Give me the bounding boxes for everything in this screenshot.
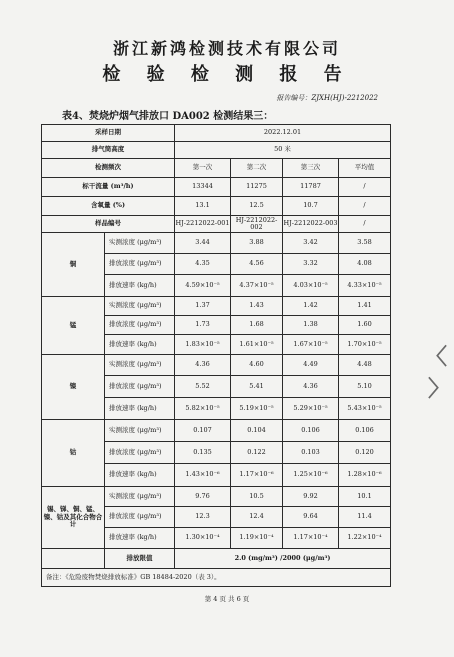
value-cell: 5.29×10⁻⁵ (283, 398, 339, 420)
value-cell: 0.106 (283, 420, 339, 442)
value-cell: 4.36 (283, 376, 339, 398)
frequency-avg: 平均值 (339, 159, 391, 178)
value-cell: 5.41 (231, 376, 283, 398)
stack-height-label: 排气筒高度 (42, 142, 175, 159)
sample-no-label: 样品编号 (42, 216, 175, 233)
param-label: 排放浓度 (μg/m³) (105, 442, 175, 464)
oxygen-label: 含氧量 (%) (42, 197, 175, 216)
value-cell: 9.92 (283, 487, 339, 507)
value-cell: 4.37×10⁻⁵ (231, 275, 283, 297)
value-cell: 5.10 (339, 376, 391, 398)
param-label: 排放速率 (kg/h) (105, 464, 175, 487)
report-title: 检 验 检 测 报 告 (102, 64, 352, 85)
sampling-date-value: 2022.12.01 (175, 125, 391, 142)
sample-no-1: HJ-2212022-001 (175, 216, 231, 233)
stack-height-value: 50 米 (175, 142, 391, 159)
oxygen-1: 13.1 (175, 197, 231, 216)
param-label: 排放速率 (kg/h) (105, 398, 175, 420)
table-note: 备注：《危险废物焚烧排放标准》GB 18484-2020（表 3）。 (42, 569, 391, 587)
row-sample-no (42, 216, 391, 233)
frequency-2: 第二次 (231, 159, 283, 178)
value-cell: 4.49 (283, 355, 339, 376)
row-flow (42, 178, 391, 197)
sampling-date-label: 采样日期 (42, 125, 175, 142)
value-cell: 1.61×10⁻⁵ (231, 335, 283, 355)
value-cell: 10.1 (339, 487, 391, 507)
sample-no-3: HJ-2212022-003 (283, 216, 339, 233)
value-cell: 5.82×10⁻⁵ (175, 398, 231, 420)
param-label: 排放速率 (kg/h) (105, 335, 175, 355)
param-label: 排放浓度 (μg/m³) (105, 316, 175, 335)
param-label: 实测浓度 (μg/m³) (105, 420, 175, 442)
param-label: 排放浓度 (μg/m³) (105, 254, 175, 275)
value-cell: 1.42 (283, 297, 339, 316)
value-cell: 4.03×10⁻⁵ (283, 275, 339, 297)
flow-1: 13344 (175, 178, 231, 197)
flow-3: 11787 (283, 178, 339, 197)
value-cell: 4.59×10⁻⁵ (175, 275, 231, 297)
param-label: 实测浓度 (μg/m³) (105, 487, 175, 507)
param-label: 排放速率 (kg/h) (105, 275, 175, 297)
value-cell: 1.28×10⁻⁶ (339, 464, 391, 487)
table-caption: 表4、焚烧炉烟气排放口 DA002 检测结果三： (62, 111, 274, 122)
flow-2: 11275 (231, 178, 283, 197)
report-number: 报告编号：ZJXH(HJ)-2212022 (276, 94, 378, 102)
table-row (42, 487, 391, 507)
value-cell: 1.22×10⁻⁴ (339, 528, 391, 549)
value-cell: 1.25×10⁻⁶ (283, 464, 339, 487)
value-cell: 5.19×10⁻⁵ (231, 398, 283, 420)
value-cell: 4.36 (175, 355, 231, 376)
param-label: 实测浓度 (μg/m³) (105, 355, 175, 376)
value-cell: 3.32 (283, 254, 339, 275)
company-name: 浙江新鸿检测技术有限公司 (112, 39, 341, 58)
flow-label: 标干流量 (m³/h) (42, 178, 175, 197)
sample-no-avg: / (339, 216, 391, 233)
value-cell: 1.17×10⁻⁶ (231, 464, 283, 487)
table-row (42, 420, 391, 442)
sample-no-2: HJ-2212022-002 (231, 216, 283, 233)
limit-value: 2.0 (mg/m³) /2000 (μg/m³) (175, 549, 391, 569)
row-limit (42, 549, 391, 569)
value-cell: 5.43×10⁻⁵ (339, 398, 391, 420)
value-cell: 3.44 (175, 233, 231, 254)
row-oxygen (42, 197, 391, 216)
metal-name-total: 锡、锑、铜、锰、镍、钴及其化合物合计 (42, 487, 105, 549)
value-cell: 12.4 (231, 507, 283, 528)
results-table (41, 124, 391, 587)
value-cell: 1.38 (283, 316, 339, 335)
frequency-1: 第一次 (175, 159, 231, 178)
value-cell: 1.41 (339, 297, 391, 316)
param-label: 排放浓度 (μg/m³) (105, 376, 175, 398)
value-cell: 0.120 (339, 442, 391, 464)
margin-mark-upper: 〈 (425, 344, 448, 370)
param-label: 实测浓度 (μg/m³) (105, 233, 175, 254)
value-cell: 1.70×10⁻⁵ (339, 335, 391, 355)
value-cell: 4.33×10⁻⁵ (339, 275, 391, 297)
value-cell: 1.83×10⁻⁵ (175, 335, 231, 355)
value-cell: 12.3 (175, 507, 231, 528)
value-cell: 1.19×10⁻⁴ (231, 528, 283, 549)
oxygen-3: 10.7 (283, 197, 339, 216)
value-cell: 11.4 (339, 507, 391, 528)
value-cell: 4.08 (339, 254, 391, 275)
value-cell: 0.107 (175, 420, 231, 442)
limit-label: 排放限值 (105, 549, 175, 569)
value-cell: 0.106 (339, 420, 391, 442)
metal-name-manganese: 锰 (42, 297, 105, 355)
value-cell: 1.43 (231, 297, 283, 316)
oxygen-2: 12.5 (231, 197, 283, 216)
oxygen-avg: / (339, 197, 391, 216)
value-cell: 1.60 (339, 316, 391, 335)
value-cell: 1.37 (175, 297, 231, 316)
param-label: 排放浓度 (μg/m³) (105, 507, 175, 528)
value-cell: 1.73 (175, 316, 231, 335)
value-cell: 0.103 (283, 442, 339, 464)
value-cell: 3.42 (283, 233, 339, 254)
param-label: 实测浓度 (μg/m³) (105, 297, 175, 316)
metal-name-copper: 铜 (42, 233, 105, 297)
table-row (42, 355, 391, 376)
frequency-label: 检测频次 (42, 159, 175, 178)
row-note (42, 569, 391, 587)
value-cell: 4.35 (175, 254, 231, 275)
table-row (42, 233, 391, 254)
page-footer: 第 4 页 共 6 页 (204, 595, 250, 603)
frequency-3: 第三次 (283, 159, 339, 178)
row-sampling-date (42, 125, 391, 142)
value-cell: 4.48 (339, 355, 391, 376)
value-cell: 1.68 (231, 316, 283, 335)
value-cell: 3.58 (339, 233, 391, 254)
value-cell: 3.88 (231, 233, 283, 254)
value-cell: 1.30×10⁻⁴ (175, 528, 231, 549)
param-label: 排放速率 (kg/h) (105, 528, 175, 549)
value-cell: 4.56 (231, 254, 283, 275)
value-cell: 1.17×10⁻⁴ (283, 528, 339, 549)
value-cell: 10.5 (231, 487, 283, 507)
value-cell: 9.64 (283, 507, 339, 528)
value-cell: 1.43×10⁻⁶ (175, 464, 231, 487)
table-row (42, 297, 391, 316)
value-cell: 0.104 (231, 420, 283, 442)
margin-mark-lower: 〉 (428, 376, 451, 402)
row-stack-height (42, 142, 391, 159)
value-cell: 4.60 (231, 355, 283, 376)
value-cell: 0.122 (231, 442, 283, 464)
value-cell: 5.52 (175, 376, 231, 398)
metal-name-cobalt: 钴 (42, 420, 105, 487)
flow-avg: / (339, 178, 391, 197)
value-cell: 0.135 (175, 442, 231, 464)
limit-blank (42, 549, 105, 569)
value-cell: 1.67×10⁻⁵ (283, 335, 339, 355)
row-frequency (42, 159, 391, 178)
value-cell: 9.76 (175, 487, 231, 507)
metal-name-nickel: 镍 (42, 355, 105, 420)
